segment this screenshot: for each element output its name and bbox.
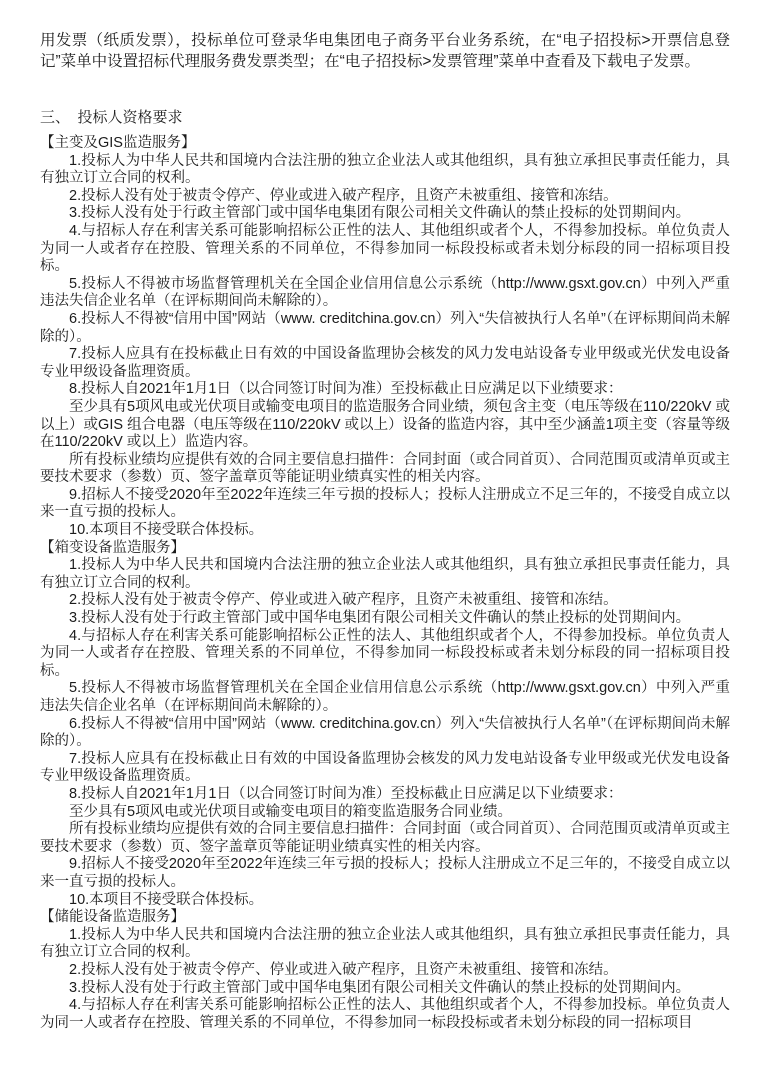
requirement-item: 6.投标人不得被“信用中国”网站（www. creditchina.gov.cn）列入“失信被执行人名单”（在评标期间尚未解除的）。: [40, 310, 730, 345]
requirement-item: 1.投标人为中华人民共和国境内合法注册的独立企业法人或其他组织，具有独立承担民事责任能力，具有独立订立合同的权利。: [40, 152, 730, 187]
requirement-item: 5.投标人不得被市场监督管理机关在全国企业信用信息公示系统（http://www.gsxt.gov.cn）中列入严重违法失信企业名单（在评标期间尚未解除的）。: [40, 275, 730, 310]
section-heading: 三、 投标人资格要求: [40, 109, 183, 126]
section-title: 【储能设备监造服务】: [40, 909, 185, 926]
requirement-item: 10.本项目不接受联合体投标。: [69, 522, 264, 539]
requirement-item: 5.投标人不得被市场监督管理机关在全国企业信用信息公示系统（http://www.gsxt.gov.cn）中列入严重违法失信企业名单（在评标期间尚未解除的）。: [40, 680, 730, 714]
requirement-item: 2.投标人没有处于被责令停产、停业或进入破产程序，且资产未被重组、接管和冻结。: [69, 187, 618, 204]
requirement-item: 3.投标人没有处于行政主管部门或中国华电集团有限公司相关文件确认的禁止投标的处罚期间内。: [69, 610, 691, 627]
requirement-item: 3.投标人没有处于行政主管部门或中国华电集团有限公司相关文件确认的禁止投标的处罚期间内。: [69, 205, 691, 222]
section-main-transformer-gis: [40, 135, 730, 540]
requirement-item: 至少具有5项风电或光伏项目或输变电项目的监造服务合同业绩，须包含主变（电压等级在110/220kV 或以上）或GIS 组合电器（电压等级在110/220kV 或以上）设备的监造内容，其中至少涵盖1项主变（容量等级在110/220kV 或以上）监造内容。: [40, 398, 730, 451]
section-title: 【主变及GIS监造服务】: [40, 135, 196, 151]
section-title: 【箱变设备监造服务】: [40, 539, 185, 556]
requirement-item: 8.投标人自2021年1月1日（以合同签订时间为准）至投标截止日应满足以下业绩要求：: [69, 785, 623, 802]
requirement-item: 9.招标人不接受2020年至2022年连续三年亏损的投标人；投标人注册成立不足三年的，不接受自成立以来一直亏损的投标人。: [40, 486, 730, 521]
section-box-transformer: [40, 540, 730, 909]
section-energy-storage: [40, 909, 730, 1032]
requirement-item: 8.投标人自2021年1月1日（以合同签订时间为准）至投标截止日应满足以下业绩要求：: [69, 381, 623, 398]
requirement-item: 所有投标业绩均应提供有效的合同主要信息扫描件：合同封面（或合同首页）、合同范围页或清单页或主要技术要求（参数）页、签字盖章页等能证明业绩真实性的相关内容。: [40, 451, 730, 486]
requirement-item: 4.与招标人存在利害关系可能影响招标公正性的法人、其他组织或者个人，不得参加投标。单位负责人为同一人或者存在控股、管理关系的不同单位，不得参加同一标段投标或者未划分标段的同一招标项目投标。: [40, 222, 730, 275]
requirement-item: 3.投标人没有处于行政主管部门或中国华电集团有限公司相关文件确认的禁止投标的处罚期间内。: [69, 979, 691, 996]
requirement-item: 7.投标人应具有在投标截止日有效的中国设备监理协会核发的风力发电站设备专业甲级或光伏发电设备专业甲级设备监理资质。: [40, 346, 730, 380]
requirement-item: 1.投标人为中华人民共和国境内合法注册的独立企业法人或其他组织，具有独立承担民事责任能力，具有独立订立合同的权利。: [40, 926, 730, 961]
requirement-item: 9.招标人不接受2020年至2022年连续三年亏损的投标人；投标人注册成立不足三年的，不接受自成立以来一直亏损的投标人。: [40, 856, 730, 890]
requirement-item: 至少具有5项风电或光伏项目或输变电项目的箱变监造服务合同业绩。: [69, 803, 513, 820]
requirement-item: 2.投标人没有处于被责令停产、停业或进入破产程序，且资产未被重组、接管和冻结。: [69, 592, 618, 609]
requirement-item: 2.投标人没有处于被责令停产、停业或进入破产程序，且资产未被重组、接管和冻结。: [69, 961, 618, 978]
requirement-item: 6.投标人不得被“信用中国”网站（www. creditchina.gov.cn）列入“失信被执行人名单”（在评标期间尚未解除的）。: [40, 715, 730, 750]
requirement-item: 10.本项目不接受联合体投标。: [69, 891, 264, 908]
intro-paragraph: 用发票（纸质发票），投标单位可登录华电集团电子商务平台业务系统，在“电子招投标>开票信息登记”菜单中设置招标代理服务费发票类型；在“电子招投标>发票管理”菜单中查看及下载电子发票。: [40, 32, 730, 70]
requirement-item: 4.与招标人存在利害关系可能影响招标公正性的法人、其他组织或者个人，不得参加投标。单位负责人为同一人或者存在控股、管理关系的不同单位，不得参加同一标段投标或者未划分标段的同一招标项目: [40, 997, 730, 1031]
requirement-item: 所有投标业绩均应提供有效的合同主要信息扫描件：合同封面（或合同首页）、合同范围页或清单页或主要技术要求（参数）页、签字盖章页等能证明业绩真实性的相关内容。: [40, 821, 730, 855]
requirement-item: 4.与招标人存在利害关系可能影响招标公正性的法人、其他组织或者个人，不得参加投标。单位负责人为同一人或者存在控股、管理关系的不同单位，不得参加同一标段投标或者未划分标段的同一招标项目投标。: [40, 627, 730, 679]
requirement-item: 1.投标人为中华人民共和国境内合法注册的独立企业法人或其他组织，具有独立承担民事责任能力，具有独立订立合同的权利。: [40, 557, 730, 591]
requirement-item: 7.投标人应具有在投标截止日有效的中国设备监理协会核发的风力发电站设备专业甲级或光伏发电设备专业甲级设备监理资质。: [40, 750, 730, 785]
